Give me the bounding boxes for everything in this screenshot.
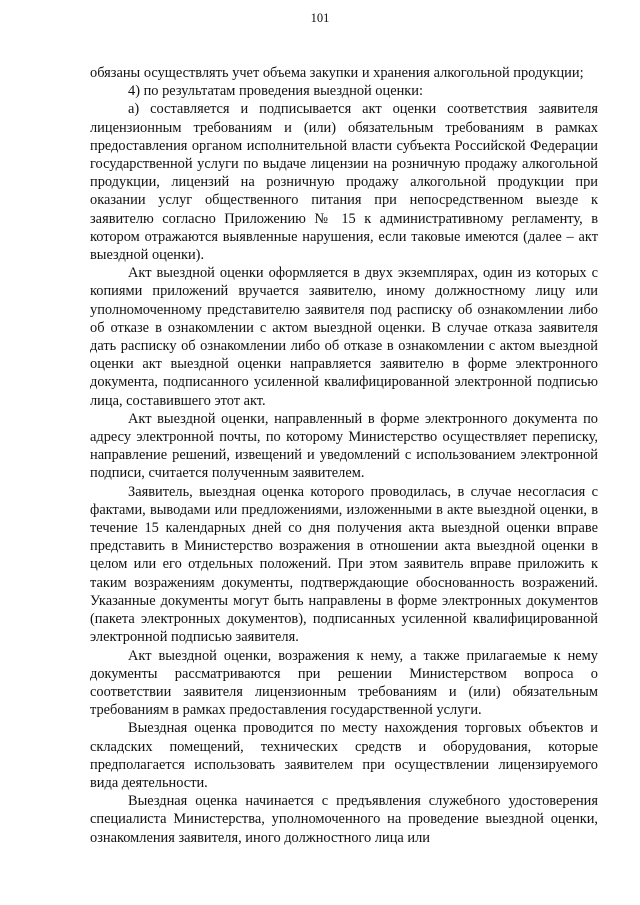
paragraph-objections: Заявитель, выездная оценка которого проводилась, в случае несогласия с фактами, выводами или предложениями, изложенными в акте выездной оценки, в течение 15 календарных дней со дня получения акта выездной оценки вправе представить в Министерство возражения в отношении акта выездной оценки в целом или его отдельных положений. При этом заявитель вправе приложить к таким возражениям документы, подтверждающие обоснованность возражений. Указанные документы могут быть направлены в форме электронных документов (пакета электронных документов), подписанных усиленной квалифицированной электронной подписью заявителя. — [90, 483, 598, 646]
paragraph-act-copies: Акт выездной оценки оформляется в двух экземплярах, один из которых с копиями приложений вручается заявителю, иному должностному лицу или уполномоченному представителю заявителя под расписку об ознакомлении либо об отказе в ознакомлении с актом выездной оценки. В случае отказа заявителя дать расписку об ознакомлении либо об отказе в ознакомлении с актом выездной оценки акт выездной оценки направляется заявителю в форме электронного документа, подписанного усиленной квалифицированной электронной подписью лица, составившего этот акт. — [90, 265, 598, 409]
paragraph-item-a: а) составляется и подписывается акт оценки соответствия заявителя лицензионным требованиям и (или) обязательным требованиям в рамках предоставления органом исполнительной власти субъекта Российской Федерации государственной услуги по выдаче лицензии на розничную продажу алкогольной продукции, лицензий на розничную продажу алкогольной продукции при оказании услуг общественного питания при непосредственном выезде к заявителю согласно Приложению № 15 к административному регламенту, в котором отражаются выявленные нарушения, если таковые имеются (далее – акт выездной оценки). — [90, 101, 598, 264]
paragraph-act-review: Акт выездной оценки, возражения к нему, а также прилагаемые к нему документы рассматриваются при решении Министерством вопроса о соответствии заявителя лицензионным требованиям и (или) обязательным требованиям в рамках предоставления государственной услуги. — [90, 647, 598, 719]
paragraph-item-4: 4) по результатам проведения выездной оценки: — [128, 83, 423, 100]
paragraph-continuation: обязаны осуществлять учет объема закупки и хранения алкогольной продукции; — [90, 65, 584, 81]
document-body — [90, 64, 598, 847]
paragraph-assessment-location: Выездная оценка проводится по месту нахождения торговых объектов и складских помещений, технических средств и оборудования, которые предполагается использовать заявителем при осуществлении лицензируемого вида деятельности. — [90, 720, 598, 791]
page-number: 101 — [310, 11, 330, 25]
paragraph-act-electronic: Акт выездной оценки, направленный в форме электронного документа по адресу электронной почты, по которому Министерство осуществляет переписку, направление решений, извещений и уведомлений с использованием электронной подписи, считается полученным заявителем. — [90, 410, 598, 482]
paragraph-assessment-start: Выездная оценка начинается с предъявления служебного удостоверения специалиста Министерства, уполномоченного на проведение выездной оценки, ознакомления заявителя, иного должностного лица или — [90, 793, 598, 846]
